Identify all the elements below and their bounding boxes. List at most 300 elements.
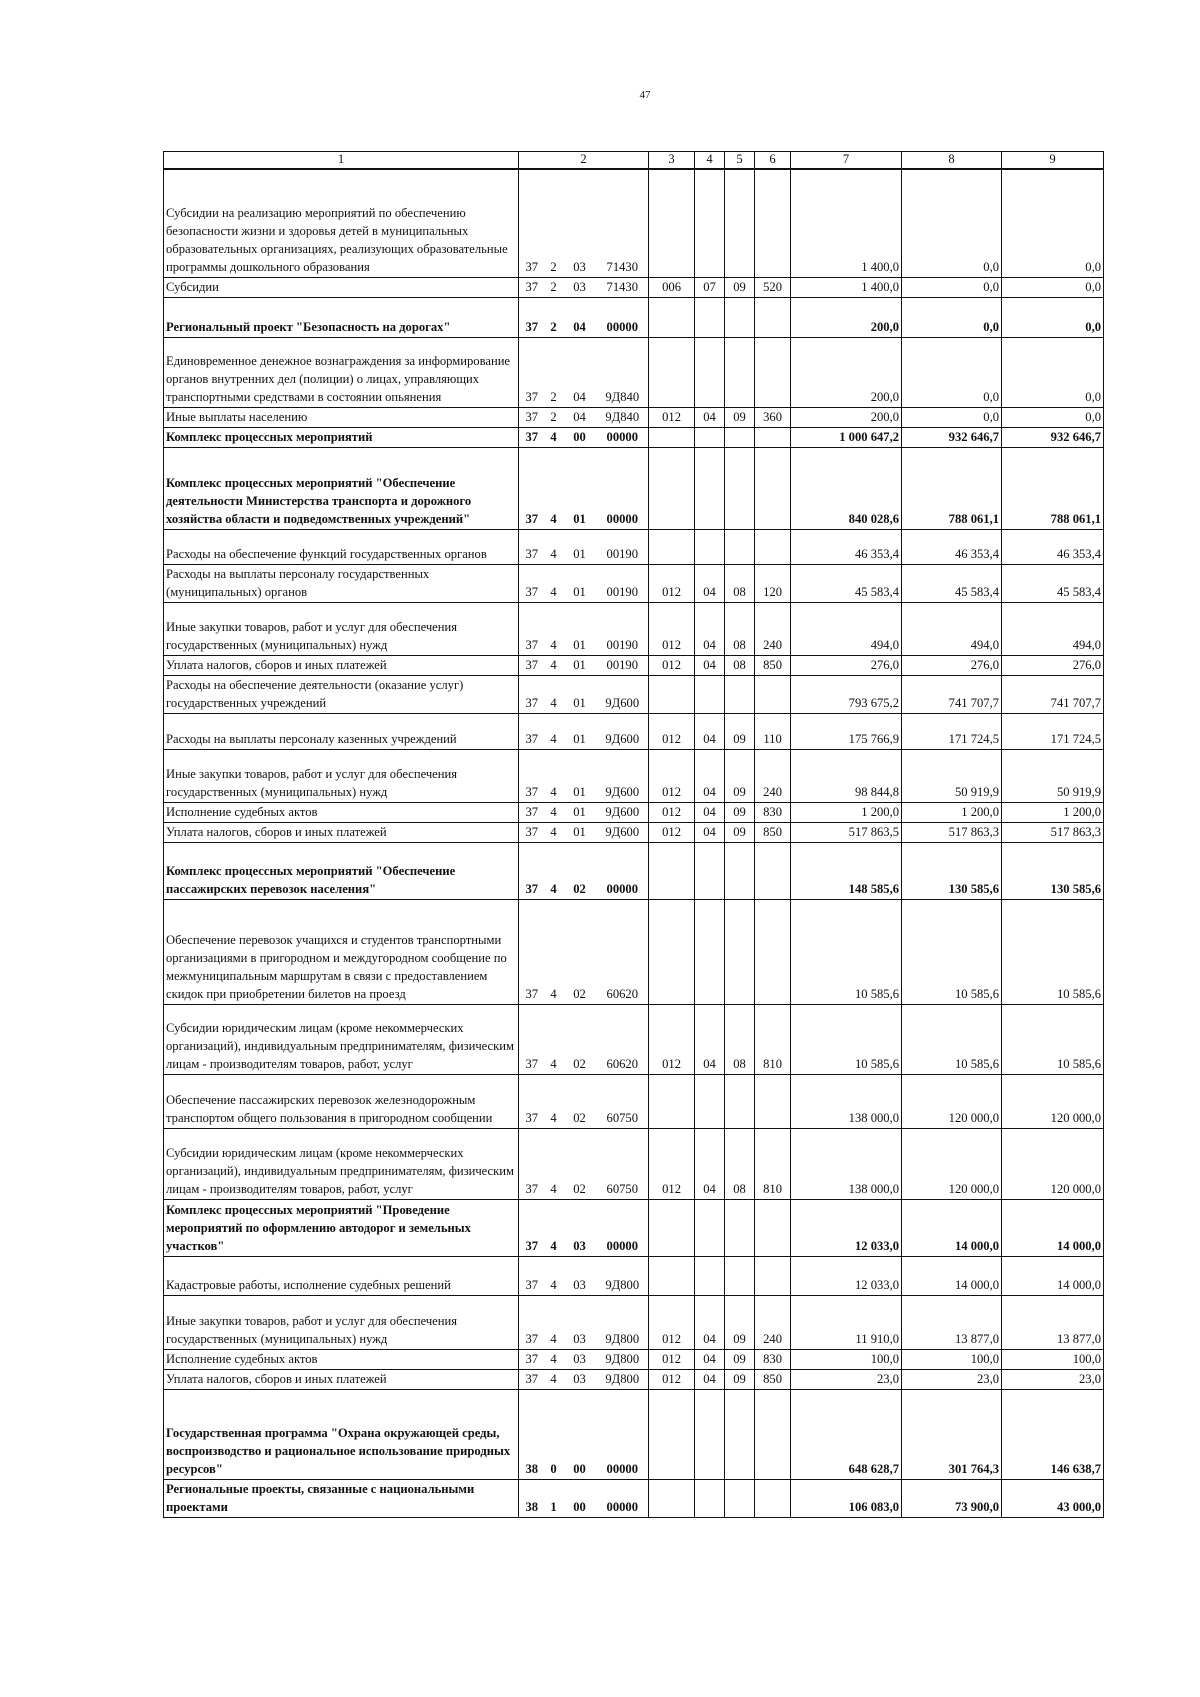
row-name: Иные выплаты населению bbox=[164, 407, 519, 427]
amount-year1: 106 083,0 bbox=[791, 1479, 902, 1517]
code-part2: 4 bbox=[545, 1074, 563, 1128]
code-part4: 00190 bbox=[597, 564, 649, 602]
table-row bbox=[164, 1256, 1104, 1295]
amount-year1: 1 400,0 bbox=[791, 169, 902, 277]
code-part1: 37 bbox=[519, 842, 545, 899]
code-part4: 00000 bbox=[597, 427, 649, 447]
amount-year2: 0,0 bbox=[902, 277, 1002, 297]
code-part3: 00 bbox=[563, 427, 597, 447]
amount-year2: 10 585,6 bbox=[902, 1004, 1002, 1074]
code-part4: 60620 bbox=[597, 899, 649, 1004]
table-row bbox=[164, 337, 1104, 407]
amount-year3: 171 724,5 bbox=[1002, 713, 1104, 749]
expense-type-code: 240 bbox=[755, 1295, 791, 1349]
code-part2: 4 bbox=[545, 602, 563, 655]
amount-year1: 12 033,0 bbox=[791, 1256, 902, 1295]
code-part4: 9Д600 bbox=[597, 713, 649, 749]
code-part4: 00190 bbox=[597, 655, 649, 675]
amount-year2: 0,0 bbox=[902, 169, 1002, 277]
code-part2: 2 bbox=[545, 297, 563, 337]
section-code: 04 bbox=[695, 655, 725, 675]
amount-year1: 1 400,0 bbox=[791, 277, 902, 297]
grbs-code bbox=[649, 1074, 695, 1128]
grbs-code bbox=[649, 899, 695, 1004]
grbs-code: 012 bbox=[649, 407, 695, 427]
subsection-code bbox=[725, 899, 755, 1004]
code-part3: 03 bbox=[563, 1256, 597, 1295]
grbs-code bbox=[649, 675, 695, 713]
subsection-code: 09 bbox=[725, 713, 755, 749]
code-part4: 9Д800 bbox=[597, 1295, 649, 1349]
table-row bbox=[164, 564, 1104, 602]
table-row bbox=[164, 1199, 1104, 1256]
header-row bbox=[164, 152, 1104, 170]
code-part4: 9Д600 bbox=[597, 749, 649, 802]
row-name: Расходы на обеспечение функций государственных органов bbox=[164, 529, 519, 564]
code-part3: 03 bbox=[563, 277, 597, 297]
code-part2: 4 bbox=[545, 1256, 563, 1295]
grbs-code: 012 bbox=[649, 1004, 695, 1074]
amount-year3: 494,0 bbox=[1002, 602, 1104, 655]
amount-year2: 932 646,7 bbox=[902, 427, 1002, 447]
amount-year1: 45 583,4 bbox=[791, 564, 902, 602]
code-part1: 38 bbox=[519, 1479, 545, 1517]
code-part2: 4 bbox=[545, 427, 563, 447]
row-name: Обеспечение перевозок учащихся и студентов транспортными организациями в пригородном и междугородном сообщение по межмуниципальным маршрутам в связи с предоставлением скидок при приобретении билетов на проезд bbox=[164, 899, 519, 1004]
header-col7: 7 bbox=[791, 152, 902, 170]
grbs-code: 012 bbox=[649, 822, 695, 842]
row-name: Комплекс процессных мероприятий "Проведение мероприятий по оформлению автодорог и земельных участков" bbox=[164, 1199, 519, 1256]
code-part4: 9Д840 bbox=[597, 407, 649, 427]
subsection-code bbox=[725, 337, 755, 407]
subsection-code bbox=[725, 1074, 755, 1128]
amount-year1: 200,0 bbox=[791, 297, 902, 337]
code-part4: 9Д800 bbox=[597, 1349, 649, 1369]
row-name: Единовременное денежное вознаграждения за информирование органов внутренних дел (полиции) о лицах, управляющих транспортными средствами в состоянии опьянения bbox=[164, 337, 519, 407]
amount-year3: 1 200,0 bbox=[1002, 802, 1104, 822]
section-code bbox=[695, 529, 725, 564]
amount-year3: 43 000,0 bbox=[1002, 1479, 1104, 1517]
row-name: Расходы на выплаты персоналу государственных (муниципальных) органов bbox=[164, 564, 519, 602]
code-part2: 4 bbox=[545, 802, 563, 822]
expense-type-code bbox=[755, 1479, 791, 1517]
table-row bbox=[164, 1369, 1104, 1389]
expense-type-code bbox=[755, 842, 791, 899]
code-part4: 9Д600 bbox=[597, 822, 649, 842]
amount-year3: 45 583,4 bbox=[1002, 564, 1104, 602]
amount-year2: 1 200,0 bbox=[902, 802, 1002, 822]
grbs-code: 012 bbox=[649, 564, 695, 602]
grbs-code: 006 bbox=[649, 277, 695, 297]
subsection-code: 08 bbox=[725, 602, 755, 655]
code-part4: 00000 bbox=[597, 297, 649, 337]
table-row bbox=[164, 822, 1104, 842]
subsection-code bbox=[725, 427, 755, 447]
amount-year1: 100,0 bbox=[791, 1349, 902, 1369]
section-code: 04 bbox=[695, 564, 725, 602]
code-part2: 4 bbox=[545, 749, 563, 802]
section-code bbox=[695, 1389, 725, 1479]
grbs-code bbox=[649, 1256, 695, 1295]
code-part2: 2 bbox=[545, 277, 563, 297]
code-part4: 60750 bbox=[597, 1128, 649, 1199]
subsection-code bbox=[725, 297, 755, 337]
code-part1: 37 bbox=[519, 675, 545, 713]
expense-type-code: 850 bbox=[755, 822, 791, 842]
header-col3: 3 bbox=[649, 152, 695, 170]
code-part4: 9Д800 bbox=[597, 1369, 649, 1389]
subsection-code bbox=[725, 1479, 755, 1517]
amount-year3: 932 646,7 bbox=[1002, 427, 1104, 447]
grbs-code: 012 bbox=[649, 602, 695, 655]
amount-year2: 50 919,9 bbox=[902, 749, 1002, 802]
expense-type-code bbox=[755, 1256, 791, 1295]
table-row bbox=[164, 277, 1104, 297]
row-name: Региональный проект "Безопасность на дорогах" bbox=[164, 297, 519, 337]
amount-year3: 276,0 bbox=[1002, 655, 1104, 675]
code-part3: 01 bbox=[563, 564, 597, 602]
code-part3: 02 bbox=[563, 1128, 597, 1199]
code-part4: 9Д840 bbox=[597, 337, 649, 407]
code-part1: 37 bbox=[519, 802, 545, 822]
subsection-code bbox=[725, 1256, 755, 1295]
table-row bbox=[164, 169, 1104, 277]
code-part2: 4 bbox=[545, 842, 563, 899]
code-part3: 01 bbox=[563, 602, 597, 655]
code-part2: 4 bbox=[545, 655, 563, 675]
amount-year2: 14 000,0 bbox=[902, 1199, 1002, 1256]
code-part3: 04 bbox=[563, 407, 597, 427]
code-part2: 4 bbox=[545, 447, 563, 529]
amount-year2: 14 000,0 bbox=[902, 1256, 1002, 1295]
grbs-code: 012 bbox=[649, 655, 695, 675]
amount-year1: 148 585,6 bbox=[791, 842, 902, 899]
code-part2: 4 bbox=[545, 1349, 563, 1369]
row-name: Субсидии bbox=[164, 277, 519, 297]
code-part2: 1 bbox=[545, 1479, 563, 1517]
row-name: Субсидии юридическим лицам (кроме некоммерческих организаций), индивидуальным предпринимателям, физическим лицам - производителям товаров, работ, услуг bbox=[164, 1004, 519, 1074]
table-row bbox=[164, 1389, 1104, 1479]
grbs-code: 012 bbox=[649, 749, 695, 802]
row-name: Субсидии юридическим лицам (кроме некоммерческих организаций), индивидуальным предпринимателям, физическим лицам - производителям товаров, работ, услуг bbox=[164, 1128, 519, 1199]
row-name: Расходы на выплаты персоналу казенных учреждений bbox=[164, 713, 519, 749]
amount-year1: 46 353,4 bbox=[791, 529, 902, 564]
section-code bbox=[695, 447, 725, 529]
code-part3: 04 bbox=[563, 337, 597, 407]
amount-year2: 45 583,4 bbox=[902, 564, 1002, 602]
subsection-code bbox=[725, 1389, 755, 1479]
amount-year1: 1 000 647,2 bbox=[791, 427, 902, 447]
expense-type-code: 120 bbox=[755, 564, 791, 602]
table-row bbox=[164, 713, 1104, 749]
code-part1: 37 bbox=[519, 1199, 545, 1256]
subsection-code bbox=[725, 447, 755, 529]
expense-type-code bbox=[755, 1074, 791, 1128]
amount-year3: 0,0 bbox=[1002, 277, 1104, 297]
amount-year2: 741 707,7 bbox=[902, 675, 1002, 713]
code-part1: 37 bbox=[519, 1369, 545, 1389]
expense-type-code bbox=[755, 1389, 791, 1479]
amount-year3: 146 638,7 bbox=[1002, 1389, 1104, 1479]
amount-year3: 14 000,0 bbox=[1002, 1256, 1104, 1295]
code-part4: 00190 bbox=[597, 602, 649, 655]
expense-type-code bbox=[755, 427, 791, 447]
code-part2: 4 bbox=[545, 1128, 563, 1199]
table-row bbox=[164, 802, 1104, 822]
amount-year1: 175 766,9 bbox=[791, 713, 902, 749]
code-part3: 02 bbox=[563, 1004, 597, 1074]
amount-year2: 46 353,4 bbox=[902, 529, 1002, 564]
amount-year3: 517 863,3 bbox=[1002, 822, 1104, 842]
row-name: Комплекс процессных мероприятий bbox=[164, 427, 519, 447]
expense-type-code bbox=[755, 337, 791, 407]
grbs-code bbox=[649, 447, 695, 529]
expense-type-code bbox=[755, 1199, 791, 1256]
row-name: Уплата налогов, сборов и иных платежей bbox=[164, 822, 519, 842]
row-name: Субсидии на реализацию мероприятий по обеспечению безопасности жизни и здоровья детей в муниципальных образовательных организациях, реализующих образовательные программы дошкольного образования bbox=[164, 169, 519, 277]
amount-year1: 517 863,5 bbox=[791, 822, 902, 842]
subsection-code bbox=[725, 1199, 755, 1256]
code-part3: 01 bbox=[563, 447, 597, 529]
code-part4: 9Д800 bbox=[597, 1256, 649, 1295]
amount-year1: 138 000,0 bbox=[791, 1128, 902, 1199]
code-part4: 71430 bbox=[597, 169, 649, 277]
table-row bbox=[164, 1074, 1104, 1128]
row-name: Региональные проекты, связанные с национальными проектами bbox=[164, 1479, 519, 1517]
code-part4: 00190 bbox=[597, 529, 649, 564]
table-row bbox=[164, 1479, 1104, 1517]
amount-year3: 0,0 bbox=[1002, 337, 1104, 407]
expense-type-code: 830 bbox=[755, 1349, 791, 1369]
section-code bbox=[695, 169, 725, 277]
amount-year3: 13 877,0 bbox=[1002, 1295, 1104, 1349]
row-name: Комплекс процессных мероприятий "Обеспечение деятельности Министерства транспорта и дорожного хозяйства области и подведомственных учреждений" bbox=[164, 447, 519, 529]
amount-year1: 10 585,6 bbox=[791, 1004, 902, 1074]
amount-year2: 120 000,0 bbox=[902, 1128, 1002, 1199]
amount-year2: 13 877,0 bbox=[902, 1295, 1002, 1349]
code-part2: 2 bbox=[545, 407, 563, 427]
amount-year3: 50 919,9 bbox=[1002, 749, 1104, 802]
subsection-code: 08 bbox=[725, 655, 755, 675]
amount-year3: 0,0 bbox=[1002, 407, 1104, 427]
section-code: 04 bbox=[695, 1369, 725, 1389]
code-part2: 4 bbox=[545, 1369, 563, 1389]
amount-year1: 11 910,0 bbox=[791, 1295, 902, 1349]
subsection-code: 09 bbox=[725, 277, 755, 297]
budget-table bbox=[163, 151, 1104, 1518]
amount-year2: 120 000,0 bbox=[902, 1074, 1002, 1128]
section-code bbox=[695, 1074, 725, 1128]
amount-year1: 494,0 bbox=[791, 602, 902, 655]
section-code: 04 bbox=[695, 802, 725, 822]
code-part2: 4 bbox=[545, 1295, 563, 1349]
code-part2: 4 bbox=[545, 529, 563, 564]
subsection-code: 08 bbox=[725, 564, 755, 602]
header-col6: 6 bbox=[755, 152, 791, 170]
table-row bbox=[164, 427, 1104, 447]
amount-year3: 23,0 bbox=[1002, 1369, 1104, 1389]
amount-year2: 0,0 bbox=[902, 297, 1002, 337]
section-code bbox=[695, 1199, 725, 1256]
grbs-code: 012 bbox=[649, 1349, 695, 1369]
amount-year1: 138 000,0 bbox=[791, 1074, 902, 1128]
expense-type-code: 850 bbox=[755, 1369, 791, 1389]
grbs-code bbox=[649, 842, 695, 899]
code-part1: 37 bbox=[519, 1256, 545, 1295]
amount-year1: 10 585,6 bbox=[791, 899, 902, 1004]
code-part3: 00 bbox=[563, 1389, 597, 1479]
header-col9: 9 bbox=[1002, 152, 1104, 170]
expense-type-code: 240 bbox=[755, 602, 791, 655]
code-part2: 0 bbox=[545, 1389, 563, 1479]
grbs-code bbox=[649, 169, 695, 277]
subsection-code: 09 bbox=[725, 749, 755, 802]
amount-year3: 741 707,7 bbox=[1002, 675, 1104, 713]
table-row bbox=[164, 899, 1104, 1004]
section-code bbox=[695, 427, 725, 447]
section-code bbox=[695, 899, 725, 1004]
amount-year2: 494,0 bbox=[902, 602, 1002, 655]
section-code: 04 bbox=[695, 1349, 725, 1369]
row-name: Иные закупки товаров, работ и услуг для обеспечения государственных (муниципальных) нужд bbox=[164, 1295, 519, 1349]
subsection-code: 09 bbox=[725, 1295, 755, 1349]
expense-type-code: 810 bbox=[755, 1128, 791, 1199]
section-code bbox=[695, 842, 725, 899]
code-part3: 04 bbox=[563, 297, 597, 337]
amount-year1: 840 028,6 bbox=[791, 447, 902, 529]
row-name: Иные закупки товаров, работ и услуг для обеспечения государственных (муниципальных) нужд bbox=[164, 602, 519, 655]
amount-year2: 0,0 bbox=[902, 337, 1002, 407]
code-part1: 37 bbox=[519, 822, 545, 842]
header-col8: 8 bbox=[902, 152, 1002, 170]
expense-type-code bbox=[755, 297, 791, 337]
code-part3: 01 bbox=[563, 802, 597, 822]
code-part1: 37 bbox=[519, 564, 545, 602]
subsection-code: 09 bbox=[725, 407, 755, 427]
table-row bbox=[164, 1004, 1104, 1074]
section-code bbox=[695, 337, 725, 407]
code-part1: 37 bbox=[519, 407, 545, 427]
row-name: Кадастровые работы, исполнение судебных решений bbox=[164, 1256, 519, 1295]
code-part1: 37 bbox=[519, 297, 545, 337]
amount-year2: 517 863,3 bbox=[902, 822, 1002, 842]
amount-year1: 98 844,8 bbox=[791, 749, 902, 802]
code-part2: 4 bbox=[545, 1004, 563, 1074]
expense-type-code: 810 bbox=[755, 1004, 791, 1074]
expense-type-code: 110 bbox=[755, 713, 791, 749]
code-part2: 2 bbox=[545, 337, 563, 407]
section-code: 04 bbox=[695, 749, 725, 802]
section-code bbox=[695, 675, 725, 713]
code-part3: 02 bbox=[563, 1074, 597, 1128]
code-part4: 60620 bbox=[597, 1004, 649, 1074]
table-row bbox=[164, 529, 1104, 564]
section-code: 04 bbox=[695, 407, 725, 427]
grbs-code bbox=[649, 1479, 695, 1517]
row-name: Иные закупки товаров, работ и услуг для обеспечения государственных (муниципальных) нужд bbox=[164, 749, 519, 802]
table-row bbox=[164, 407, 1104, 427]
subsection-code: 09 bbox=[725, 802, 755, 822]
code-part4: 71430 bbox=[597, 277, 649, 297]
code-part3: 03 bbox=[563, 169, 597, 277]
row-name: Исполнение судебных актов bbox=[164, 802, 519, 822]
amount-year3: 788 061,1 bbox=[1002, 447, 1104, 529]
row-name: Государственная программа "Охрана окружающей среды, воспроизводство и рациональное использование природных ресурсов" bbox=[164, 1389, 519, 1479]
code-part1: 37 bbox=[519, 1128, 545, 1199]
table-row bbox=[164, 842, 1104, 899]
subsection-code: 08 bbox=[725, 1128, 755, 1199]
table-row bbox=[164, 749, 1104, 802]
code-part1: 37 bbox=[519, 447, 545, 529]
row-name: Комплекс процессных мероприятий "Обеспечение пассажирских перевозок населения" bbox=[164, 842, 519, 899]
table-row bbox=[164, 675, 1104, 713]
amount-year3: 46 353,4 bbox=[1002, 529, 1104, 564]
code-part3: 03 bbox=[563, 1199, 597, 1256]
code-part1: 37 bbox=[519, 713, 545, 749]
code-part1: 37 bbox=[519, 655, 545, 675]
amount-year2: 788 061,1 bbox=[902, 447, 1002, 529]
code-part1: 37 bbox=[519, 337, 545, 407]
code-part4: 00000 bbox=[597, 1479, 649, 1517]
code-part1: 37 bbox=[519, 277, 545, 297]
code-part3: 03 bbox=[563, 1369, 597, 1389]
header-col5: 5 bbox=[725, 152, 755, 170]
expense-type-code: 830 bbox=[755, 802, 791, 822]
section-code: 07 bbox=[695, 277, 725, 297]
section-code bbox=[695, 1479, 725, 1517]
grbs-code: 012 bbox=[649, 1369, 695, 1389]
code-part2: 4 bbox=[545, 564, 563, 602]
subsection-code: 08 bbox=[725, 1004, 755, 1074]
row-name: Обеспечение пассажирских перевозок железнодорожным транспортом общего пользования в пригородном сообщении bbox=[164, 1074, 519, 1128]
code-part3: 01 bbox=[563, 675, 597, 713]
code-part3: 01 bbox=[563, 822, 597, 842]
section-code: 04 bbox=[695, 1295, 725, 1349]
code-part4: 9Д600 bbox=[597, 675, 649, 713]
code-part1: 37 bbox=[519, 1349, 545, 1369]
amount-year2: 301 764,3 bbox=[902, 1389, 1002, 1479]
code-part3: 01 bbox=[563, 655, 597, 675]
grbs-code: 012 bbox=[649, 1295, 695, 1349]
code-part2: 4 bbox=[545, 822, 563, 842]
page-number: 47 bbox=[639, 89, 651, 101]
amount-year3: 0,0 bbox=[1002, 169, 1104, 277]
expense-type-code bbox=[755, 169, 791, 277]
code-part3: 03 bbox=[563, 1295, 597, 1349]
code-part4: 9Д600 bbox=[597, 802, 649, 822]
expense-type-code bbox=[755, 447, 791, 529]
section-code bbox=[695, 297, 725, 337]
section-code bbox=[695, 1256, 725, 1295]
row-name: Исполнение судебных актов bbox=[164, 1349, 519, 1369]
row-name: Уплата налогов, сборов и иных платежей bbox=[164, 655, 519, 675]
code-part1: 37 bbox=[519, 1004, 545, 1074]
code-part4: 00000 bbox=[597, 842, 649, 899]
amount-year2: 0,0 bbox=[902, 407, 1002, 427]
code-part1: 37 bbox=[519, 749, 545, 802]
code-part4: 60750 bbox=[597, 1074, 649, 1128]
code-part3: 02 bbox=[563, 899, 597, 1004]
expense-type-code bbox=[755, 899, 791, 1004]
grbs-code bbox=[649, 427, 695, 447]
code-part1: 37 bbox=[519, 602, 545, 655]
row-name: Расходы на обеспечение деятельности (оказание услуг) государственных учреждений bbox=[164, 675, 519, 713]
amount-year3: 14 000,0 bbox=[1002, 1199, 1104, 1256]
subsection-code: 09 bbox=[725, 1349, 755, 1369]
code-part2: 4 bbox=[545, 899, 563, 1004]
subsection-code: 09 bbox=[725, 822, 755, 842]
code-part2: 4 bbox=[545, 713, 563, 749]
